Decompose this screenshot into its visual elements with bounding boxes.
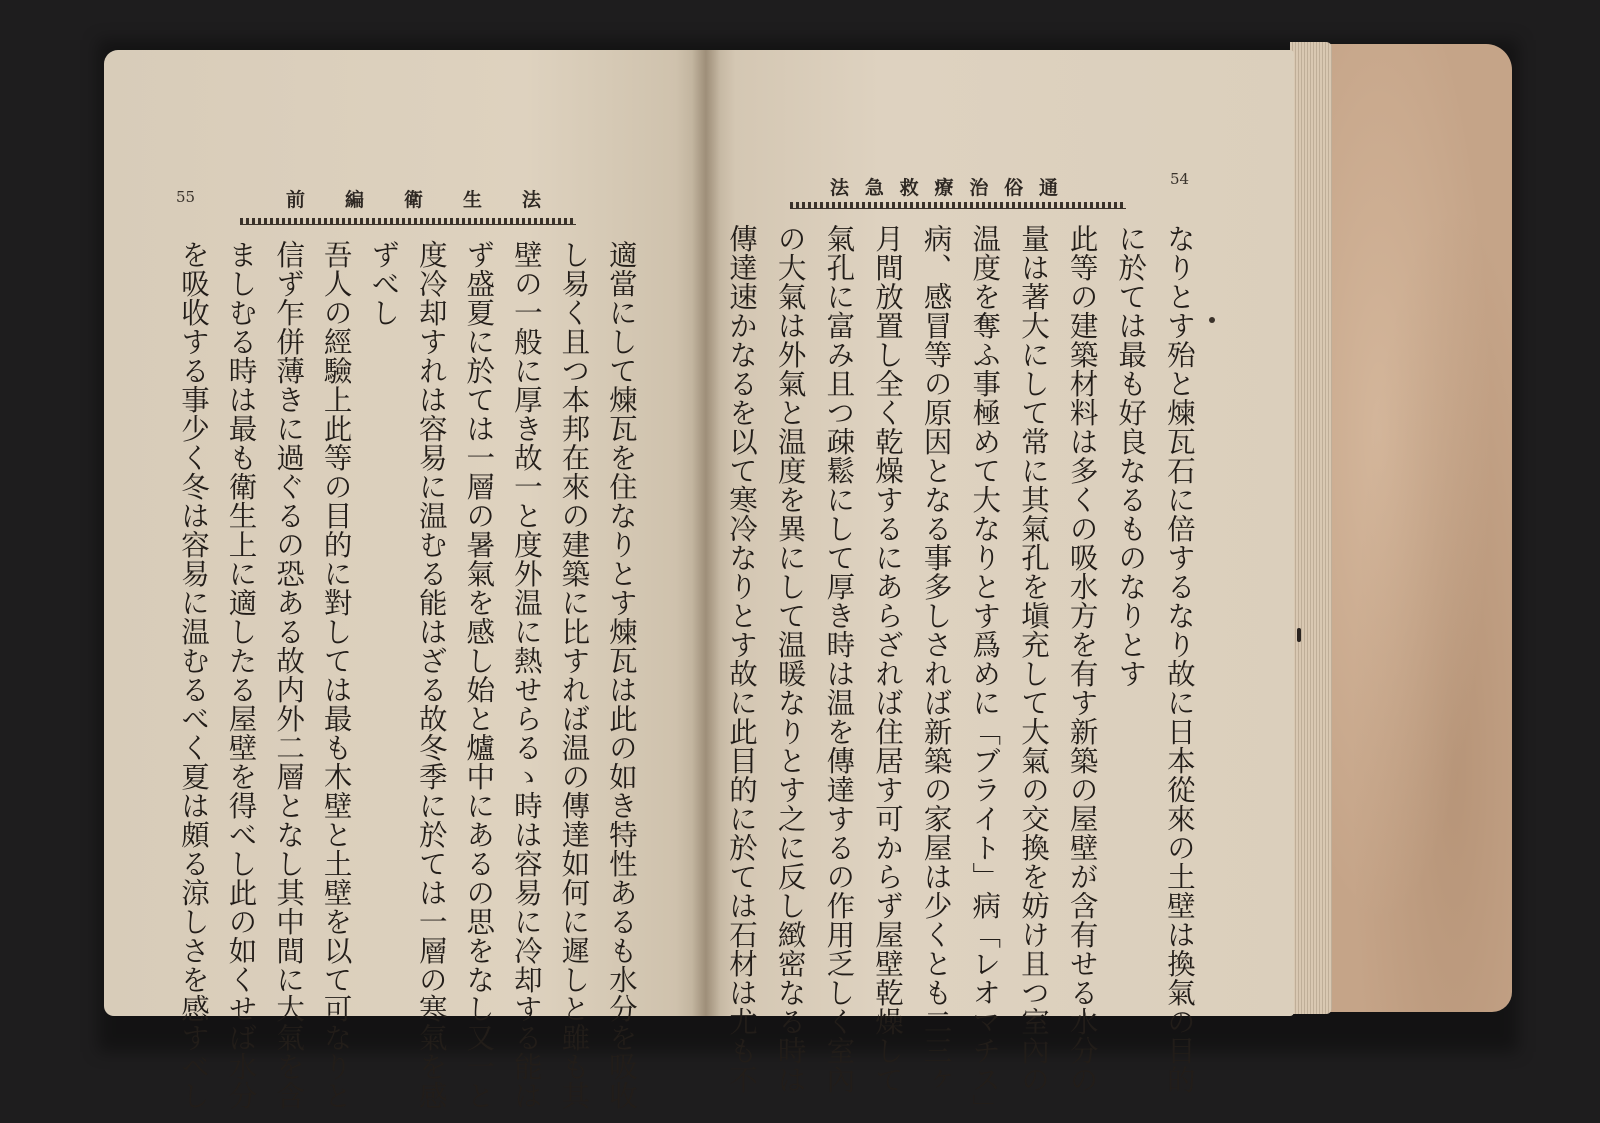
- left-running-head: [286, 185, 541, 212]
- text-column: 信ず乍併薄きに過ぐるの恐ある故内外二層となし其中間に大氣を含: [272, 240, 306, 1110]
- text-column: 壁の一般に厚き故一と度外温に熱せらるゝ時は容易に冷却する能は: [509, 240, 543, 1110]
- running-head-char: 法: [830, 177, 850, 199]
- text-column: 温度を奪ふ事極めて大なりとす爲めに「ブライト」病「レオマチス」: [968, 224, 1002, 1123]
- running-head-char: 生: [462, 189, 482, 211]
- text-column: ましむる時は最も衛生上に適したる屋壁を得べし此の如くせば水分: [224, 240, 258, 1110]
- text-column: に於ては最も好良なるものなりとす: [1114, 224, 1148, 688]
- page-edges: [1290, 42, 1332, 1014]
- right-running-head: [830, 173, 1058, 200]
- text-column: 量は著大にして常に其氣孔を塡充して大氣の交換を妨け且つ室內の: [1016, 224, 1050, 1094]
- running-head-char: 急: [864, 177, 884, 199]
- text-column: 適當にして煉瓦を住なりとす煉瓦は此の如き特性あるも水分を吸收: [604, 240, 638, 1110]
- right-page-number: 54: [1170, 170, 1190, 188]
- running-head-char: 衛: [403, 189, 423, 211]
- text-column: し易く且つ本邦在來の建築に比すれば温の傳達如何に遲しと雖も其: [557, 240, 591, 1110]
- left-head-ornament: [240, 218, 576, 225]
- text-column: 氣孔に富み且つ疎鬆にして厚き時は温を傳達するの作用乏しく室內: [822, 224, 856, 1094]
- running-head-char: 通: [1038, 177, 1058, 199]
- back-cover: [1322, 44, 1512, 1012]
- book-gutter: [692, 50, 720, 1016]
- spine-mark: [1297, 628, 1301, 642]
- right-head-ornament: [790, 202, 1126, 209]
- ink-dot-mark: [1209, 317, 1215, 323]
- running-head-char: 法: [521, 189, 541, 211]
- text-column: の大氣は外氣と温度を異にして温暖なりとす之に反し緻密なる時は: [773, 224, 807, 1094]
- text-column: なりとす殆と煉瓦石に倍するなり故に日本從來の土壁は換氣の目的: [1162, 224, 1196, 1094]
- running-head-char: 前: [286, 189, 306, 211]
- left-page-number: 55: [176, 188, 196, 206]
- text-column: 此等の建築材料は多くの吸水方を有す新築の屋壁が含有せる水分の: [1065, 224, 1099, 1094]
- text-column: 月間放置し全く乾燥するにあらざれば住居す可からず屋壁乾燥して: [870, 224, 904, 1094]
- running-head-char: 編: [344, 189, 364, 211]
- text-column: 傳達速かなるを以て寒冷なりとす故に此目的に於ては石材は尤も不: [725, 224, 758, 1094]
- text-column: ず盛夏に於ては一層の暑氣を感し始と爐中にあるの思をなし又一と: [462, 240, 496, 1110]
- left-text-block: [176, 240, 638, 1110]
- text-column: 病、感冒等の原因となる事多しされば新築の家屋は少くとも二三ヶ: [919, 224, 953, 1094]
- text-column: 吾人の經驗上此等の目的に對しては最も木壁と土壁を以て可なりと: [319, 240, 353, 1110]
- running-head-char: 療: [934, 177, 954, 199]
- running-head-char: 俗: [1004, 177, 1024, 199]
- text-column: 度冷却すれは容易に温むる能はざる故冬季に於ては一層の寒氣を感: [414, 240, 448, 1110]
- text-column: を吸收する事少く冬は容易に温むるべく夏は頗る涼しさを感すべし: [177, 240, 210, 1110]
- running-head-char: 治: [969, 177, 989, 199]
- right-text-block: [724, 224, 1196, 1123]
- text-column: ずべし: [367, 240, 401, 327]
- running-head-char: 救: [899, 177, 919, 199]
